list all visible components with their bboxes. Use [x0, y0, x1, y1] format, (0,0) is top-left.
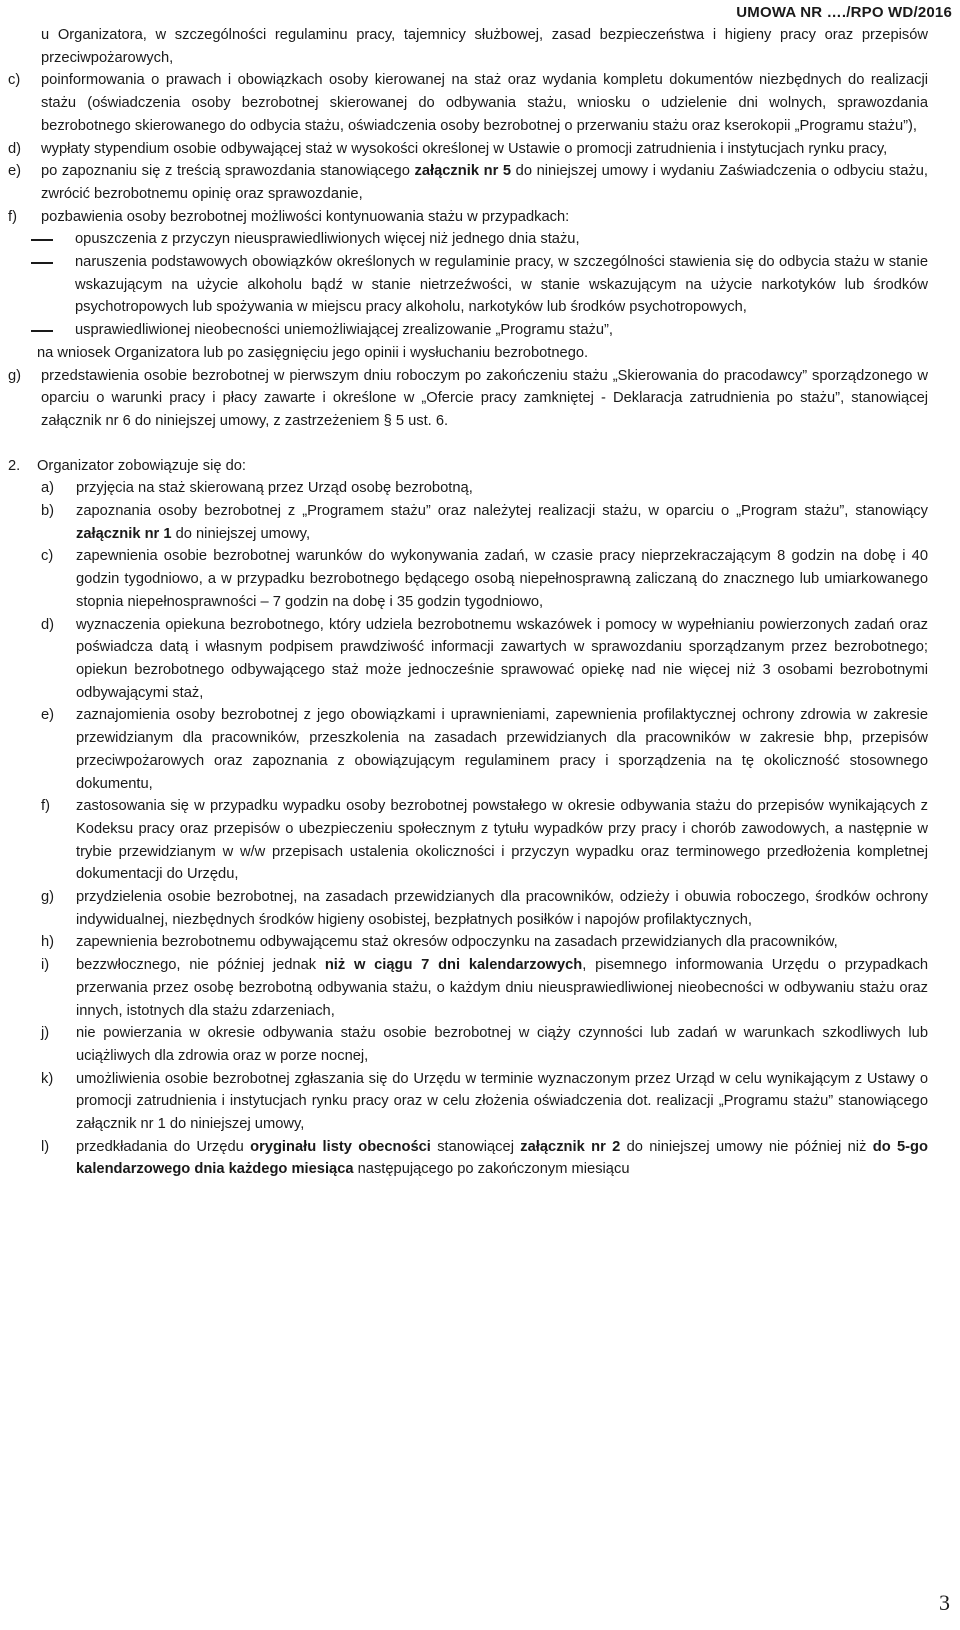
- list-item-g: [8, 365, 928, 433]
- sub-item-b: [8, 500, 928, 545]
- item-text: stanowiącej: [430, 1138, 521, 1155]
- list-item-d: [8, 138, 928, 161]
- item-bold-text: oryginału listy obecności: [250, 1138, 431, 1155]
- item-text: pozbawienia osoby bezrobotnej możliwości kontynuowania stażu w przypadkach:: [41, 208, 570, 225]
- item-label: d): [8, 140, 22, 157]
- sub-item-e: [8, 704, 928, 795]
- dash-icon: [31, 330, 53, 332]
- item-text: zaznajomienia osoby bezrobotnej z jego obowiązkami i uprawnieniami, zapewnienia profilaktycznej ochrony zdrowia w zakresie przewidzianym dla pracowników, przeszkolenia na zasadach przewidzianych dla pracowników w zakresie bhp, przepisów przeciwpożarowych oraz zapoznania z obowiązującym regulaminem pracy i sporządzenia na tę okoliczność stosownego dokumentu,: [76, 707, 928, 792]
- dash-item: [8, 319, 928, 342]
- sub-item-g: [8, 886, 928, 931]
- item-bold-text: załącznik nr 1: [76, 525, 172, 542]
- item-text: do niniejszej umowy nie później niż: [620, 1138, 873, 1155]
- dash-item-text: naruszenia podstawowych obowiązków określonych w regulaminie pracy, w szczególności stawienia się do odbycia stażu w stanie wskazującym na użycie alkoholu bądź w stanie nietrzeźwości, w stanie wskazującym na użycie narkotyków lub środków psychotropowych lub spożywania w miejscu pracy alkoholu, narkotyków lub środków psychotropowych,: [75, 254, 928, 316]
- item-text: zapewnienia bezrobotnemu odbywającemu staż okresów odpoczynku na zasadach przewidzianych dla pracowników,: [76, 934, 838, 951]
- item-text: przedstawienia osobie bezrobotnej w pierwszym dniu roboczym po zakończeniu stażu „Skierowania do pracodawcy” sporządzonego w oparciu o warunki pracy i płacy zawarte i określone w „Ofercie pracy zamkniętej - Deklaracja zatrudnienia po stażu”, stanowiącej załącznik nr 6 do niniejszej umowy, z zastrzeżeniem § 5 ust. 6.: [41, 367, 928, 429]
- document-header: UMOWA NR …./RPO WD/2016: [736, 4, 952, 21]
- item-text: bezzwłocznego, nie później jednak: [76, 957, 325, 974]
- document-body: [8, 24, 928, 1181]
- item-text: zapoznania osoby bezrobotnej z „Programem stażu” oraz należytej realizacji stażu, w oparciu o „Program stażu”, stanowiący: [76, 503, 928, 520]
- sub-item-k: [8, 1068, 928, 1136]
- item-text: po zapoznaniu się z treścią sprawozdania stanowiącego: [41, 163, 415, 180]
- item-bold-text: niż w ciągu 7 dni kalendarzowych: [324, 957, 583, 974]
- sub-item-f: [8, 795, 928, 886]
- item-label: a): [41, 480, 55, 497]
- item-text: do niniejszej umowy,: [171, 525, 311, 542]
- dash-icon: [31, 262, 53, 264]
- dash-item: [8, 251, 928, 319]
- sub-item-i: [8, 954, 928, 1022]
- item-label: e): [41, 707, 55, 724]
- item-label: f): [41, 798, 50, 815]
- item-label: d): [41, 616, 55, 633]
- dash-item-text: usprawiedliwionej nieobecności uniemożliwiającej zrealizowanie „Programu stażu”,: [75, 322, 613, 339]
- item-label: g): [8, 367, 22, 384]
- sub-item-d: [8, 614, 928, 705]
- item-bold-text: do 5-go kalendarzowego dnia każdego miesiąca: [76, 1138, 929, 1178]
- item-label: c): [41, 548, 54, 565]
- item-text: przedkładania do Urzędu: [76, 1138, 251, 1155]
- item-label: g): [41, 889, 55, 906]
- item-label: l): [41, 1138, 50, 1155]
- list-item-f: [8, 206, 928, 229]
- item-label: b): [41, 503, 55, 520]
- sub-item-j: [8, 1022, 928, 1067]
- spacer: [8, 433, 928, 455]
- item-bold-text: załącznik nr 2: [520, 1138, 621, 1155]
- sub-item-a: [8, 477, 928, 500]
- sub-item-c: [8, 545, 928, 613]
- item-text: , pisemnego informowania Urzędu o przypadkach przerwania przez osobę bezrobotną odbywania stażu, o każdym dniu nieusprawiedliwionej nieobecności w odbywaniu stażu oraz innych, istotnych dla stażu zdarzeniach,: [76, 957, 928, 1019]
- item-text: wypłaty stypendium osobie odbywającej staż w wysokości określonej w Ustawie o promocji zatrudnienia i instytucjach rynku pracy,: [41, 140, 888, 157]
- item-bold-text: załącznik nr 5: [414, 163, 512, 180]
- section-number: 2.: [8, 457, 21, 474]
- item-text: przydzielenia osobie bezrobotnej, na zasadach przewidzianych dla pracowników, odzieży i obuwia roboczego, środków ochrony indywidualnej, niezbędnych środków higieny osobistej, bezpłatnych posiłków i napojów profilaktycznych,: [76, 889, 928, 928]
- item-label: c): [8, 72, 21, 89]
- item-text: wyznaczenia opiekuna bezrobotnego, który udziela bezrobotnemu wskazówek i pomocy w wypełnianiu powierzonych zadań oraz poświadcza datą i własnym podpisem prawdziwość informacji zawartych w sprawozdaniu sporządzanym przez bezrobotnego; opiekun bezrobotnego odbywającego staż może jednocześnie sprawować opiekę nad nie więcej niż 3 osobami bezrobotnymi odbywającymi staż,: [76, 616, 928, 701]
- note-paragraph: na wniosek Organizatora lub po zasięgnięciu jego opinii i wysłuchaniu bezrobotnego.: [37, 344, 589, 361]
- item-label: h): [41, 934, 55, 951]
- item-text: zapewnienia osobie bezrobotnej warunków do wykonywania zadań, w czasie pracy nieprzekraczającym 8 godzin na dobę i 40 godzin tygodniowo, a w przypadku bezrobotnego będącego osobą niepełnosprawną zaliczaną do znacznego lub umiarkowanego stopnia niepełnosprawności – 7 godzin na dobę i 35 godzin tygodniowo,: [76, 548, 928, 610]
- list-item-e: [8, 160, 928, 205]
- item-label: e): [8, 163, 22, 180]
- list-item-c: [8, 69, 928, 137]
- item-label: k): [41, 1070, 54, 1087]
- dash-icon: [31, 239, 53, 241]
- paragraph-continuation: u Organizatora, w szczególności regulaminu pracy, tajemnicy służbowej, zasad bezpieczeństwa i higieny pracy oraz przepisów przeciwpożarowych,: [41, 27, 928, 66]
- item-text: zastosowania się w przypadku wypadku osoby bezrobotnej powstałego w okresie odbywania stażu do przepisów wynikających z Kodeksu pracy oraz przepisów o ubezpieczeniu społecznym z tytułu wypadków przy pracy i chorób zawodowych, a następnie w trybie przewidzianym w w/w przepisach ustalenia okoliczności i przyczyn wypadku oraz terminowego przedłożenia kompletnej dokumentacji do Urzędu,: [76, 798, 928, 883]
- sub-item-l: [8, 1136, 928, 1181]
- item-label: j): [41, 1025, 50, 1042]
- item-text: umożliwienia osobie bezrobotnej zgłaszania się do Urzędu w terminie wyznaczonym przez Urząd w celu wynikającym z Ustawy o promocji zatrudnienia i instytucjach rynku pracy oraz w celu złożenia oświadczenia dot. realizacji „Programu stażu” stanowiącego załącznik nr 1 do niniejszej umowy,: [76, 1070, 928, 1133]
- item-label: i): [41, 957, 50, 974]
- item-text: poinformowania o prawach i obowiązkach osoby kierowanej na staż oraz wydania kompletu dokumentów niezbędnych do realizacji stażu (oświadczenia osoby bezrobotnej skierowanej do odbywania stażu, wniosku o udzielenie dni wolnych, sprawozdania bezrobotnego skierowanego do odbycia stażu, oświadczenia osoby bezrobotnej o przerwaniu stażu oraz kserokopii „Programu stażu”),: [41, 72, 928, 134]
- item-text: do niniejszej umowy i wydaniu Zaświadczenia o odbyciu stażu, zwrócić bezrobotnemu opinię oraz sprawozdanie,: [41, 163, 929, 202]
- section-2-heading: [8, 455, 928, 478]
- item-text: nie powierzania w okresie odbywania stażu osobie bezrobotnej w ciąży czynności lub zadań w warunkach szkodliwych lub uciążliwych dla zdrowia oraz w porze nocnej,: [76, 1025, 928, 1064]
- item-text: przyjęcia na staż skierowaną przez Urząd osobę bezrobotną,: [76, 480, 473, 497]
- item-text: następującego po zakończonym miesiącu: [353, 1161, 630, 1178]
- dash-item-text: opuszczenia z przyczyn nieusprawiedliwionych więcej niż jednego dnia stażu,: [75, 231, 580, 248]
- section-text: Organizator zobowiązuje się do:: [37, 457, 247, 474]
- item-label: f): [8, 208, 17, 225]
- sub-item-h: [8, 931, 928, 954]
- page-number: 3: [939, 1590, 950, 1615]
- dash-item: [8, 228, 928, 251]
